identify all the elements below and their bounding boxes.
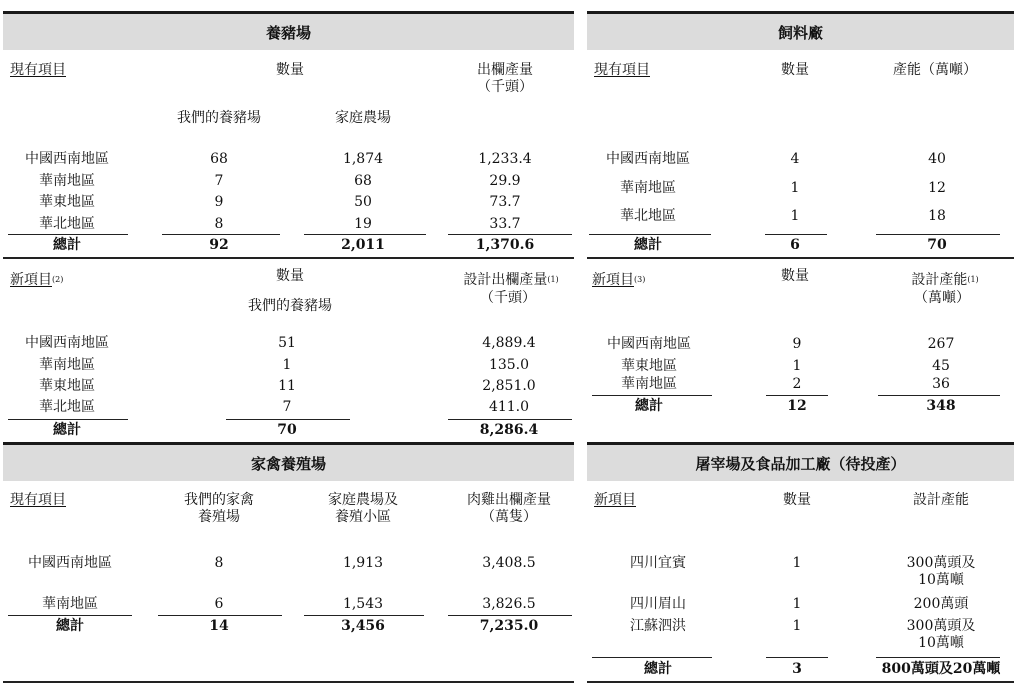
cap-cell: 40 bbox=[928, 151, 946, 167]
feed-new-qty-header: 數量 bbox=[781, 268, 809, 284]
own-total: 92 bbox=[209, 237, 229, 253]
divider bbox=[592, 657, 712, 658]
divider bbox=[8, 234, 128, 235]
feed-new-cap-unit: （萬噸） bbox=[914, 290, 970, 306]
divider bbox=[589, 234, 711, 235]
qty-cell: 1 bbox=[792, 618, 802, 634]
family-cell: 1,543 bbox=[342, 596, 384, 612]
divider bbox=[766, 395, 828, 396]
poultry-farms-header bbox=[3, 442, 574, 481]
footnote-marker: (1) bbox=[967, 275, 979, 284]
total-label: 總計 bbox=[644, 661, 672, 677]
divider bbox=[448, 419, 572, 420]
output-cell: 33.7 bbox=[489, 216, 521, 232]
divider bbox=[226, 419, 350, 420]
pig-existing-own-header: 我們的養豬場 bbox=[177, 110, 261, 126]
cap-cell: 12 bbox=[928, 180, 946, 196]
divider bbox=[765, 234, 827, 235]
own-cell: 6 bbox=[214, 596, 224, 612]
own-cell: 7 bbox=[282, 399, 292, 415]
output-cell: 2,851.0 bbox=[482, 378, 536, 394]
output-total: 8,286.4 bbox=[479, 422, 539, 438]
own-cell: 9 bbox=[214, 194, 224, 210]
region-cell: 華東地區 bbox=[621, 358, 677, 374]
output-cell: 3,408.5 bbox=[482, 555, 536, 571]
own-cell: 68 bbox=[210, 151, 228, 167]
own-cell: 7 bbox=[214, 173, 224, 189]
qty-cell: 1 bbox=[792, 596, 802, 612]
total-label: 總計 bbox=[634, 237, 662, 253]
slaughter-title: 屠宰場及食品加工廠（待投產） bbox=[695, 455, 906, 473]
output-total: 7,235.0 bbox=[479, 618, 539, 634]
own-cell: 8 bbox=[214, 555, 224, 571]
pig-new-qty-header: 數量 bbox=[276, 268, 304, 284]
pig-existing-output-header: 出欄產量 （千頭） bbox=[477, 62, 533, 95]
site-cell: 四川宜賓 bbox=[630, 555, 686, 571]
divider bbox=[876, 234, 1000, 235]
region-cell: 華東地區 bbox=[39, 194, 95, 210]
pig-farms-header bbox=[3, 11, 574, 50]
divider bbox=[876, 657, 1000, 658]
region-cell: 華北地區 bbox=[39, 399, 95, 415]
output-cell: 135.0 bbox=[488, 357, 530, 373]
poultry-farms-title: 家禽養殖場 bbox=[250, 455, 327, 473]
pig-new-own-header: 我們的養豬場 bbox=[248, 298, 332, 314]
section-rule bbox=[3, 681, 574, 683]
divider bbox=[448, 234, 572, 235]
region-cell: 華南地區 bbox=[39, 173, 95, 189]
cap-cell: 18 bbox=[928, 208, 946, 224]
cap-cell: 300萬頭及 10萬噸 bbox=[906, 555, 976, 588]
slaughter-header bbox=[587, 442, 1014, 481]
divider bbox=[162, 234, 280, 235]
feed-new-cap-header bbox=[911, 272, 978, 289]
qty-total: 6 bbox=[790, 237, 800, 253]
cap-cell: 300萬頭及 10萬噸 bbox=[906, 618, 976, 651]
total-label: 總計 bbox=[53, 422, 81, 438]
qty-cell: 4 bbox=[790, 151, 800, 167]
slaughter-cap-header: 設計產能 bbox=[913, 492, 969, 508]
pig-farms-title: 養豬場 bbox=[265, 24, 312, 42]
own-cell: 51 bbox=[278, 335, 296, 351]
divider bbox=[878, 395, 1000, 396]
qty-cell: 2 bbox=[792, 376, 802, 392]
region-cell: 華南地區 bbox=[39, 357, 95, 373]
pig-existing-qty-header: 數量 bbox=[276, 62, 304, 78]
footnote-marker: (3) bbox=[634, 275, 646, 284]
poultry-own-header: 我們的家禽 養殖場 bbox=[184, 492, 254, 525]
cap-total: 348 bbox=[926, 398, 956, 414]
qty-cell: 9 bbox=[792, 336, 802, 352]
family-cell: 19 bbox=[354, 216, 372, 232]
own-cell: 11 bbox=[278, 378, 296, 394]
region-cell: 中國西南地區 bbox=[606, 151, 690, 167]
region-cell: 華北地區 bbox=[620, 208, 676, 224]
output-total: 1,370.6 bbox=[475, 237, 535, 253]
divider bbox=[766, 657, 828, 658]
region-cell: 華東地區 bbox=[39, 378, 95, 394]
site-cell: 江蘇泗洪 bbox=[630, 618, 686, 634]
qty-cell: 1 bbox=[790, 208, 800, 224]
region-cell: 中國西南地區 bbox=[25, 335, 109, 351]
footnote-marker: (2) bbox=[52, 275, 64, 284]
output-cell: 411.0 bbox=[488, 399, 530, 415]
total-label: 總計 bbox=[56, 618, 84, 634]
poultry-family-header: 家庭農場及 養殖小區 bbox=[328, 492, 398, 525]
section-rule bbox=[3, 257, 574, 259]
feed-existing-label: 現有項目 bbox=[594, 62, 650, 78]
output-cell: 29.9 bbox=[489, 173, 521, 189]
feed-new-label: 新項目 bbox=[592, 272, 634, 288]
output-cell: 73.7 bbox=[489, 194, 521, 210]
divider bbox=[448, 615, 572, 616]
divider bbox=[304, 234, 426, 235]
pig-existing-label: 現有項目 bbox=[10, 62, 66, 78]
family-total: 2,011 bbox=[341, 237, 385, 253]
total-label: 總計 bbox=[635, 398, 663, 414]
own-cell: 1 bbox=[282, 357, 292, 373]
pig-new-output-header bbox=[463, 272, 558, 289]
family-cell: 68 bbox=[354, 173, 372, 189]
pig-new-output-title: 設計出欄產量 bbox=[463, 272, 548, 288]
output-cell: 4,889.4 bbox=[482, 335, 536, 351]
divider bbox=[304, 615, 424, 616]
qty-cell: 1 bbox=[790, 180, 800, 196]
pig-existing-family-header: 家庭農場 bbox=[335, 110, 391, 126]
feed-new-label-wrap bbox=[592, 272, 645, 289]
cap-cell: 200萬頭 bbox=[913, 596, 969, 612]
slaughter-qty-header: 數量 bbox=[783, 492, 811, 508]
region-cell: 華南地區 bbox=[620, 180, 676, 196]
feed-existing-qty-header: 數量 bbox=[781, 62, 809, 78]
cap-cell: 267 bbox=[927, 336, 955, 352]
divider bbox=[8, 419, 128, 420]
own-total: 14 bbox=[209, 618, 229, 634]
family-total: 3,456 bbox=[341, 618, 385, 634]
cap-total: 800萬頭及20萬噸 bbox=[881, 661, 1001, 677]
divider bbox=[592, 395, 712, 396]
cap-cell: 45 bbox=[932, 358, 950, 374]
poultry-existing-label: 現有項目 bbox=[10, 492, 66, 508]
divider bbox=[8, 615, 132, 616]
feed-new-cap-title: 設計產能 bbox=[911, 272, 968, 288]
pig-new-output-unit: （千頭） bbox=[480, 290, 536, 306]
qty-total: 3 bbox=[792, 661, 802, 677]
region-cell: 中國西南地區 bbox=[28, 555, 112, 571]
section-rule bbox=[587, 257, 1014, 259]
footnote-marker: (1) bbox=[547, 275, 559, 284]
slaughter-new-label: 新項目 bbox=[594, 492, 636, 508]
family-cell: 1,913 bbox=[342, 555, 384, 571]
own-cell: 8 bbox=[214, 216, 224, 232]
qty-cell: 1 bbox=[792, 555, 802, 571]
region-cell: 中國西南地區 bbox=[25, 151, 109, 167]
pig-new-label: 新項目 bbox=[10, 272, 52, 288]
own-total: 70 bbox=[277, 422, 297, 438]
cap-total: 70 bbox=[927, 237, 947, 253]
feed-existing-cap-header: 產能（萬噸） bbox=[893, 62, 977, 78]
qty-cell: 1 bbox=[792, 358, 802, 374]
output-cell: 1,233.4 bbox=[478, 151, 532, 167]
site-cell: 四川眉山 bbox=[630, 596, 686, 612]
region-cell: 華北地區 bbox=[39, 216, 95, 232]
total-label: 總計 bbox=[53, 237, 81, 253]
section-rule bbox=[587, 681, 1014, 683]
region-cell: 華南地區 bbox=[621, 376, 677, 392]
feed-mills-header bbox=[587, 11, 1014, 50]
output-cell: 3,826.5 bbox=[482, 596, 536, 612]
cap-cell: 36 bbox=[932, 376, 950, 392]
region-cell: 華南地區 bbox=[42, 596, 98, 612]
pig-new-label-wrap bbox=[10, 272, 63, 289]
region-cell: 中國西南地區 bbox=[607, 336, 691, 352]
poultry-output-header: 肉雞出欄產量 （萬隻） bbox=[467, 492, 551, 525]
divider bbox=[158, 615, 282, 616]
qty-total: 12 bbox=[787, 398, 807, 414]
family-cell: 50 bbox=[354, 194, 372, 210]
family-cell: 1,874 bbox=[342, 151, 384, 167]
feed-mills-title: 飼料廠 bbox=[777, 24, 824, 42]
